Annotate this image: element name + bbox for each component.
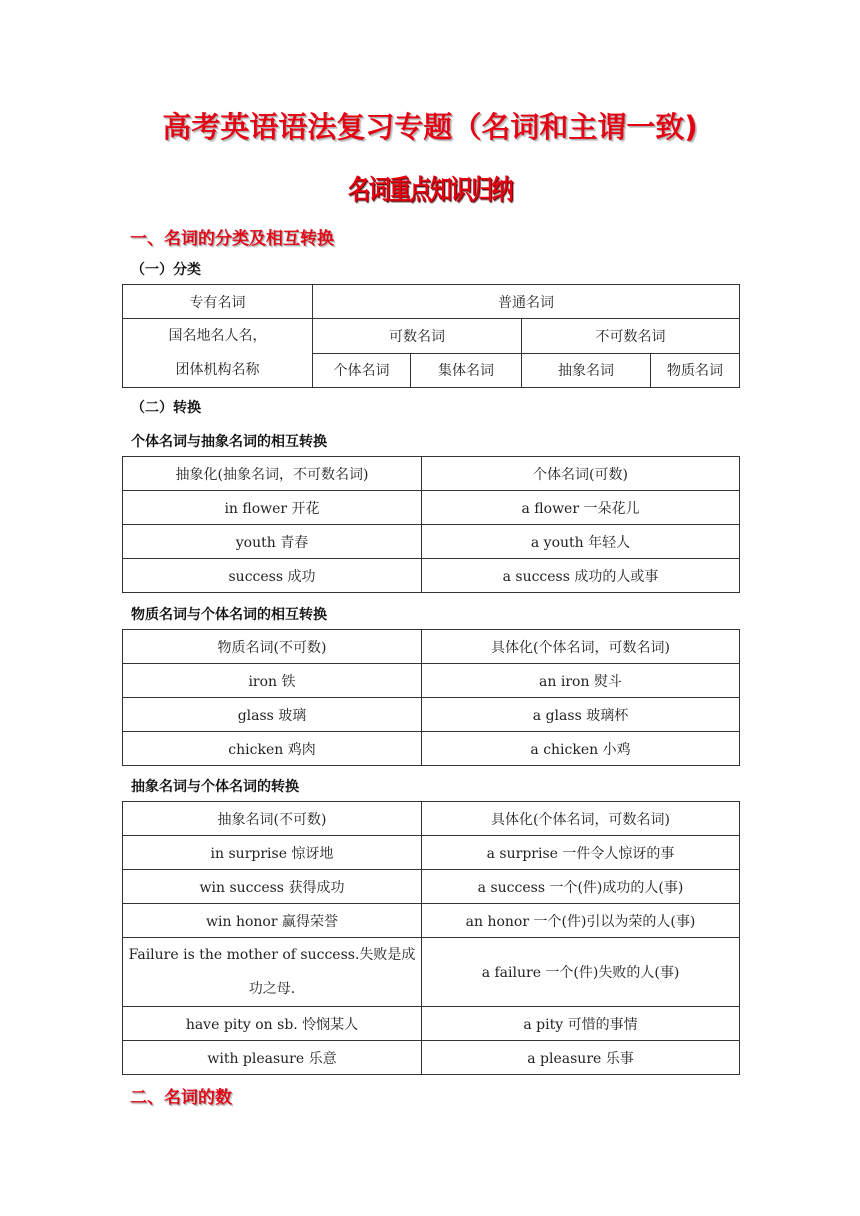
collective-noun-cell: 集体名词 xyxy=(411,353,522,388)
table-header-cell: 具体化(个体名词，可数名词) xyxy=(422,802,740,836)
table-cell: have pity on sb. 怜悯某人 xyxy=(123,1007,422,1041)
proper-desc-line2: 团体机构名称 xyxy=(175,362,260,378)
table-cell: a success 一个(件)成功的人(事) xyxy=(422,870,740,904)
table-header-cell: 物质名词(不可数) xyxy=(123,630,422,664)
abstract-noun-cell: 抽象名词 xyxy=(522,353,651,388)
table-cell: a youth 年轻人 xyxy=(422,525,740,559)
table-row xyxy=(123,491,740,525)
table-header-cell: 抽象化(抽象名词，不可数名词) xyxy=(123,457,422,491)
table-cell: a flower 一朵花儿 xyxy=(422,491,740,525)
table-cell: glass 玻璃 xyxy=(123,698,422,732)
classification-heading: （一）分类 xyxy=(131,262,201,278)
table-row xyxy=(123,698,740,732)
table-cell: in flower 开花 xyxy=(123,491,422,525)
table-cell: a surprise 一件令人惊讶的事 xyxy=(422,836,740,870)
section2-heading: 二、名词的数 xyxy=(130,1088,232,1108)
proper-noun-desc xyxy=(123,319,313,388)
table-row xyxy=(123,904,740,938)
table-row xyxy=(123,836,740,870)
table-cell: a success 成功的人或事 xyxy=(422,559,740,593)
table-cell: with pleasure 乐意 xyxy=(123,1041,422,1075)
table-cell: a chicken 小鸡 xyxy=(422,732,740,766)
table-cell: an iron 熨斗 xyxy=(422,664,740,698)
individual-noun-cell: 个体名词 xyxy=(313,353,411,388)
table-cell: chicken 鸡肉 xyxy=(123,732,422,766)
document-title: 高考英语语法复习专题（名词和主谓一致) xyxy=(162,110,698,144)
table-cell: in surprise 惊讶地 xyxy=(123,836,422,870)
table-row xyxy=(123,559,740,593)
proper-noun-header: 专有名词 xyxy=(123,285,313,319)
table4-title: 抽象名词与个体名词的转换 xyxy=(131,779,299,795)
abstract-individual-table xyxy=(122,801,740,1075)
table-cell: success 成功 xyxy=(123,559,422,593)
table-cell: win honor 赢得荣誉 xyxy=(123,904,422,938)
table-cell: win success 获得成功 xyxy=(123,870,422,904)
table-cell: Failure is the mother of success.失败是成功之母. xyxy=(123,938,422,1007)
table-cell: a pleasure 乐事 xyxy=(422,1041,740,1075)
conversion-heading: （二）转换 xyxy=(131,400,201,416)
table-cell: a glass 玻璃杯 xyxy=(422,698,740,732)
table-row xyxy=(123,1007,740,1041)
individual-abstract-table xyxy=(122,456,740,593)
table-row xyxy=(123,525,740,559)
table-cell: iron 铁 xyxy=(123,664,422,698)
table-row xyxy=(123,732,740,766)
countable-header: 可数名词 xyxy=(313,319,522,354)
uncountable-header: 不可数名词 xyxy=(522,319,740,354)
table-header-cell: 抽象名词(不可数) xyxy=(123,802,422,836)
common-noun-header: 普通名词 xyxy=(313,285,740,319)
table-cell: an honor 一个(件)引以为荣的人(事) xyxy=(422,904,740,938)
table-header-cell: 具体化(个体名词，可数名词) xyxy=(422,630,740,664)
table-cell: a failure 一个(件)失败的人(事) xyxy=(422,938,740,1007)
table-row xyxy=(123,938,740,1007)
material-noun-cell: 物质名词 xyxy=(651,353,740,388)
table-header-cell: 个体名词(可数) xyxy=(422,457,740,491)
table-cell: youth 青春 xyxy=(123,525,422,559)
document-subtitle: 名词重点知识归纳 xyxy=(348,175,512,206)
table-row xyxy=(123,664,740,698)
section1-heading: 一、名词的分类及相互转换 xyxy=(130,229,334,249)
proper-desc-line1: 国名地名人名， xyxy=(168,328,267,344)
table3-title: 物质名词与个体名词的相互转换 xyxy=(131,607,327,623)
table-row xyxy=(123,870,740,904)
table2-title: 个体名词与抽象名词的相互转换 xyxy=(131,434,327,450)
material-individual-table xyxy=(122,629,740,766)
table-cell: a pity 可惜的事情 xyxy=(422,1007,740,1041)
table-row xyxy=(123,1041,740,1075)
classification-table xyxy=(122,284,740,388)
